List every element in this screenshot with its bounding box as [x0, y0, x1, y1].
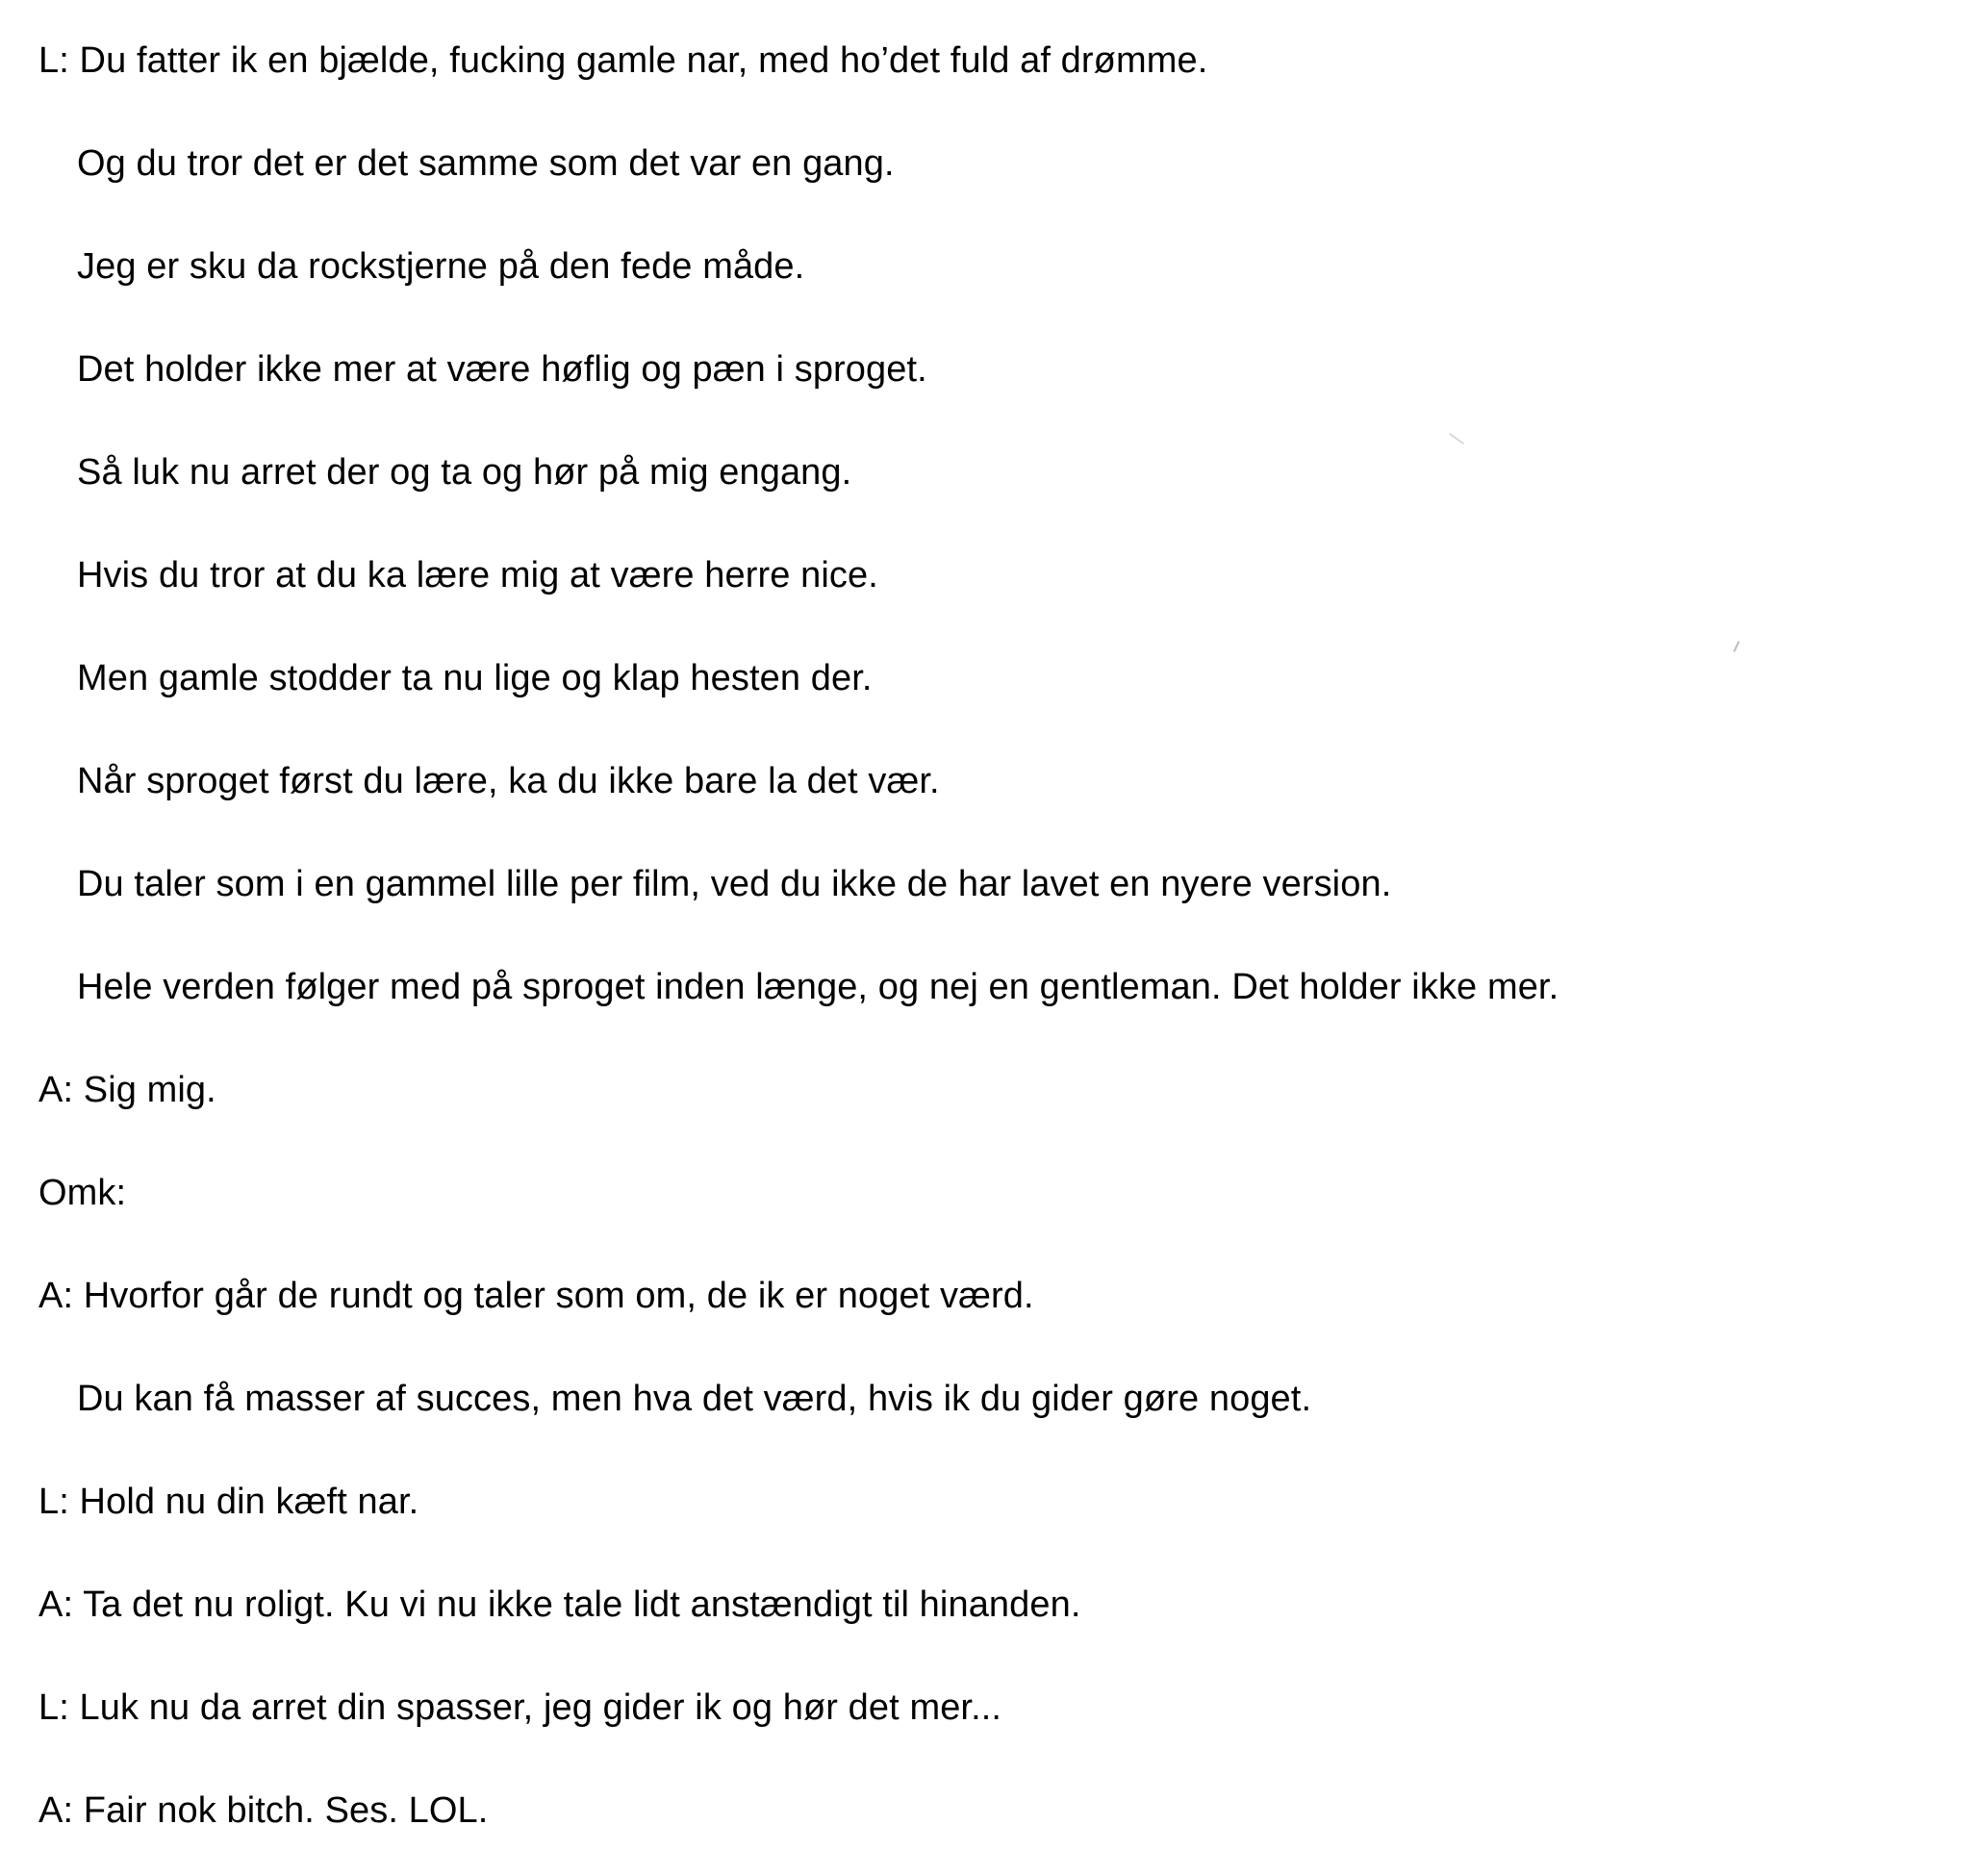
- scan-speck: [1734, 641, 1740, 652]
- dialogue-line: Hvis du tror at du ka lære mig at være herre nice.: [77, 555, 878, 596]
- dialogue-line: A: Fair nok bitch. Ses. LOL.: [38, 1790, 489, 1831]
- dialogue-line: L: Luk nu da arret din spasser, jeg gider ik og hør det mer...: [38, 1687, 1002, 1728]
- dialogue-line: Og du tror det er det samme som det var en gang.: [77, 143, 895, 184]
- dialogue-line: Det holder ikke mer at være høflig og pæn i sproget.: [77, 349, 927, 390]
- dialogue-line: A: Sig mig.: [38, 1070, 216, 1110]
- dialogue-line: Omk:: [38, 1173, 127, 1213]
- dialogue-line: L: Hold nu din kæft nar.: [38, 1482, 419, 1522]
- scan-speck: [1449, 433, 1464, 444]
- dialogue-line: Når sproget først du lære, ka du ikke bare la det vær.: [77, 761, 940, 801]
- dialogue-line: A: Hvorfor går de rundt og taler som om, de ik er noget værd.: [38, 1276, 1034, 1316]
- dialogue-line: Jeg er sku da rockstjerne på den fede måde.: [77, 246, 805, 287]
- dialogue-line: Så luk nu arret der og ta og hør på mig engang.: [77, 452, 852, 493]
- dialogue-line: Du taler som i en gammel lille per film, ved du ikke de har lavet en nyere version.: [77, 864, 1392, 904]
- dialogue-line: Du kan få masser af succes, men hva det værd, hvis ik du gider gøre noget.: [77, 1379, 1312, 1419]
- dialogue-line: L: Du fatter ik en bjælde, fucking gamle nar, med ho’det fuld af drømme.: [38, 40, 1208, 81]
- dialogue-line: Men gamle stodder ta nu lige og klap hesten der.: [77, 658, 873, 698]
- dialogue-line: Hele verden følger med på sproget inden længe, og nej en gentleman. Det holder ikke mer.: [77, 967, 1559, 1007]
- dialogue-line: A: Ta det nu roligt. Ku vi nu ikke tale lidt anstændigt til hinanden.: [38, 1584, 1081, 1625]
